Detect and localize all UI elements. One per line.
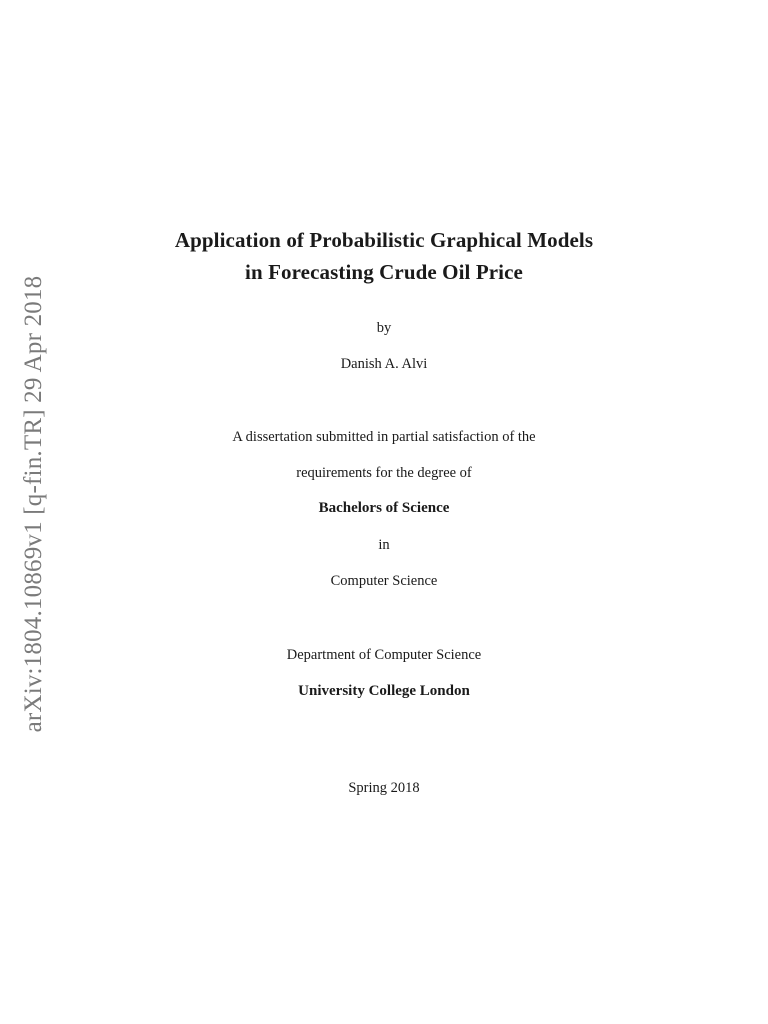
- department-name: Department of Computer Science: [286, 647, 482, 663]
- field-of-study: Computer Science: [330, 573, 438, 589]
- arxiv-identifier-stamp: arXiv:1804.10869v1 [q-fin.TR] 29 Apr 2018: [20, 275, 47, 733]
- title-line-1: Application of Probabilistic Graphical Models: [174, 228, 594, 252]
- statement-line-1: A dissertation submitted in partial satisfaction of the: [232, 429, 536, 445]
- title-line-2: in Forecasting Crude Oil Price: [245, 260, 523, 284]
- in-label: in: [378, 537, 390, 553]
- submission-date: Spring 2018: [348, 780, 420, 796]
- degree-name: Bachelors of Science: [318, 500, 450, 516]
- author-name: Danish A. Alvi: [340, 356, 428, 372]
- university-name: University College London: [298, 683, 470, 699]
- by-label: by: [376, 320, 392, 336]
- statement-line-2: requirements for the degree of: [296, 465, 472, 481]
